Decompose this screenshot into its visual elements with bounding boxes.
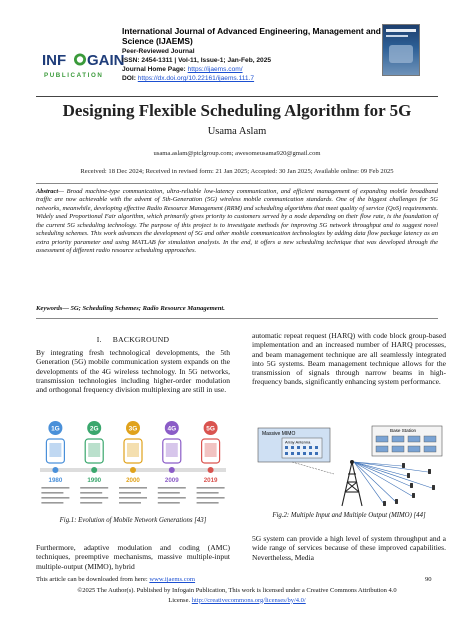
page-number: 90	[425, 576, 432, 583]
generation-year: 2019	[203, 477, 218, 484]
keywords-text: — 5G; Scheduling Schemes; Radio Resource Management.	[62, 305, 225, 312]
body-paragraph-2: Furthermore, adaptive modulation and coding (AMC) techniques, preemptive mechanisms, massive multiple-input multiple-output (MIMO), hybrid	[36, 543, 230, 571]
footer-download	[36, 576, 195, 583]
journal-cover-image	[382, 24, 420, 76]
generation-year: 2000	[126, 477, 140, 484]
description-text-line	[197, 487, 225, 489]
figure-1-mobile-generations	[36, 418, 230, 510]
description-text-line	[80, 497, 108, 499]
generation-year: 2009	[164, 477, 179, 484]
generation-label: 4G	[167, 425, 177, 433]
body-paragraph-1: By integrating fresh technological developments, the 5th Generation (5G) mobile communication system expands on the developments of the 4G wireless technology. In 5G networks, transmission technologies including higher-order modulation and orthogonal frequency division multiplexing are still in use.	[36, 348, 230, 395]
doi-link[interactable]: https://dx.doi.org/10.22161/ijaems.111.7	[137, 75, 255, 83]
phone-screen-icon	[205, 443, 217, 457]
svg-text:GAIN: GAIN	[87, 52, 125, 69]
description-text-line	[119, 502, 141, 504]
generation-year: 1990	[87, 477, 102, 484]
generations-diagram	[36, 418, 230, 510]
author-emails: usama.aslam@ptclgroup.com; awesomeusama920@gmail.com	[153, 150, 321, 157]
abstract-label: Abstract	[36, 188, 59, 195]
timeline-marker	[130, 467, 136, 473]
description-text-line	[158, 497, 186, 499]
journal-title: International Journal of Advanced Engineering, Management and Science (IJAEMS)	[122, 26, 381, 47]
journal-info	[122, 26, 388, 84]
description-text-line	[197, 502, 219, 504]
issn-line: ISSN: 2454-1311 | Vol-11, Issue-1; Jan-Feb, 2025	[122, 57, 272, 65]
abstract	[36, 188, 438, 256]
license-line-2	[0, 596, 474, 606]
description-text-line	[158, 492, 180, 494]
publication-dates: Received: 18 Dec 2024; Received in revised form: 21 Jan 2025; Accepted: 30 Jan 2025; Available online: 09 Feb 2025	[80, 168, 394, 175]
timeline-marker	[208, 467, 214, 473]
phone-screen-icon	[166, 443, 178, 457]
description-text-line	[80, 502, 102, 504]
doi-label: DOI:	[122, 75, 136, 83]
doi-line	[122, 74, 388, 83]
download-text: This article can be downloaded from here:	[36, 576, 148, 583]
timeline-marker	[52, 467, 58, 473]
license-label: License.	[168, 596, 191, 604]
header-divider	[36, 96, 438, 97]
generation-label: 1G	[51, 425, 60, 433]
homepage-link[interactable]: https://ijaems.com/	[187, 66, 243, 74]
phone-screen-icon	[49, 443, 61, 457]
generation-label: 3G	[128, 425, 138, 433]
journal-header	[36, 24, 456, 96]
body-paragraph-3: automatic repeat request (HARQ) with code block group-based implementation and an increased number of HARQ processes, and beam management technique are all seamlessly integrated into 5G systems. Beam management technique allows for the transmission of signals through narrow beams in high-frequency bands, significantly enhancing system performance.	[252, 331, 446, 387]
generation-label: 5G	[206, 425, 215, 433]
description-text-line	[80, 487, 108, 489]
abstract-text: — Broad machine-type communication, ultra-reliable low-latency communication, and efficient management of expanding mobile broadband traffic are now achievable with the advent of 5th-Generation (5G) wireless mobile communication standards. One of the biggest challenges for 5G networks, meanwhile, developing effective Radio Resource Management (RRM) and scheduling algorithms that meet quality of service (QoS) requirements. Widely used Proportional Fair algorithm, which primarily gives priority to customers served by a node depending on their flow rate, is the foundation of the current 5G scheduling technology. The purpose of this project is to investigate methods for improving 5G network throughput and to suggest novel scheduling schemes. This work advances the development of 5G and other mobile communication technologies by adding data flow package latency as an extra priority parameter and using MATLAB for simulation analysis. In the end, it offers a new scheduling technique that was developed through the assessment of different radio resource scheduling approaches.	[36, 188, 438, 255]
description-text-line	[119, 492, 141, 494]
section-title: BACKGROUND	[112, 335, 170, 344]
description-text-line	[41, 497, 69, 499]
phone-screen-icon	[88, 443, 100, 457]
homepage-line	[122, 65, 388, 74]
base-station-label: Base Station	[390, 428, 417, 433]
description-text-line	[197, 492, 219, 494]
license-text: ©2025 The Author(s). Published by Infogain Publication, This work is licensed under a Creative Commons Attribution 4.0	[77, 587, 397, 594]
description-text-line	[158, 487, 186, 489]
array-antenna-label: Array Antenna	[285, 439, 311, 445]
section-heading	[36, 335, 230, 344]
abstract-divider	[36, 318, 438, 319]
title-divider	[36, 183, 438, 184]
generation-year: 1980	[48, 477, 63, 484]
paper-title: Designing Flexible Scheduling Algorithm for 5G	[62, 101, 412, 120]
svg-text:PUBLICATION: PUBLICATION	[44, 72, 104, 79]
homepage-label: Journal Home Page:	[122, 66, 186, 74]
figure-1-caption: Fig.1: Evolution of Mobile Network Generations [43]	[59, 517, 207, 524]
description-text-line	[41, 502, 63, 504]
massive-mimo-label: Massive MIMO	[262, 431, 296, 437]
description-text-line	[41, 492, 63, 494]
description-text-line	[80, 492, 102, 494]
timeline-marker	[91, 467, 97, 473]
keywords	[36, 305, 438, 312]
mimo-diagram	[252, 422, 446, 508]
download-link[interactable]: www.ijaems.com	[149, 576, 196, 583]
figure-2-mimo	[252, 422, 446, 508]
author-name: Usama Aslam	[207, 126, 267, 137]
license-link[interactable]: http://creativecommons.org/licenses/by/4.0/	[191, 596, 306, 604]
generation-label: 2G	[89, 425, 99, 433]
description-text-line	[119, 497, 147, 499]
keywords-label: Keywords	[36, 305, 63, 312]
publisher-logo	[42, 48, 125, 88]
description-text-line	[197, 497, 225, 499]
body-paragraph-4: 5G system can provide a high level of system throughput and a wide range of services because of these improved capabilities. Nevertheless, Media	[252, 534, 446, 562]
phone-screen-icon	[127, 443, 139, 457]
description-text-line	[119, 487, 147, 489]
description-text-line	[158, 502, 180, 504]
figure-2-caption: Fig.2: Multiple Input and Multiple Output (MIMO) [44]	[272, 512, 426, 519]
peer-reviewed-label: Peer-Reviewed Journal	[122, 47, 195, 55]
svg-text:INF: INF	[42, 52, 67, 69]
section-number: I.	[96, 335, 102, 344]
timeline-marker	[169, 467, 175, 473]
footer-license	[0, 586, 474, 605]
description-text-line	[41, 487, 69, 489]
